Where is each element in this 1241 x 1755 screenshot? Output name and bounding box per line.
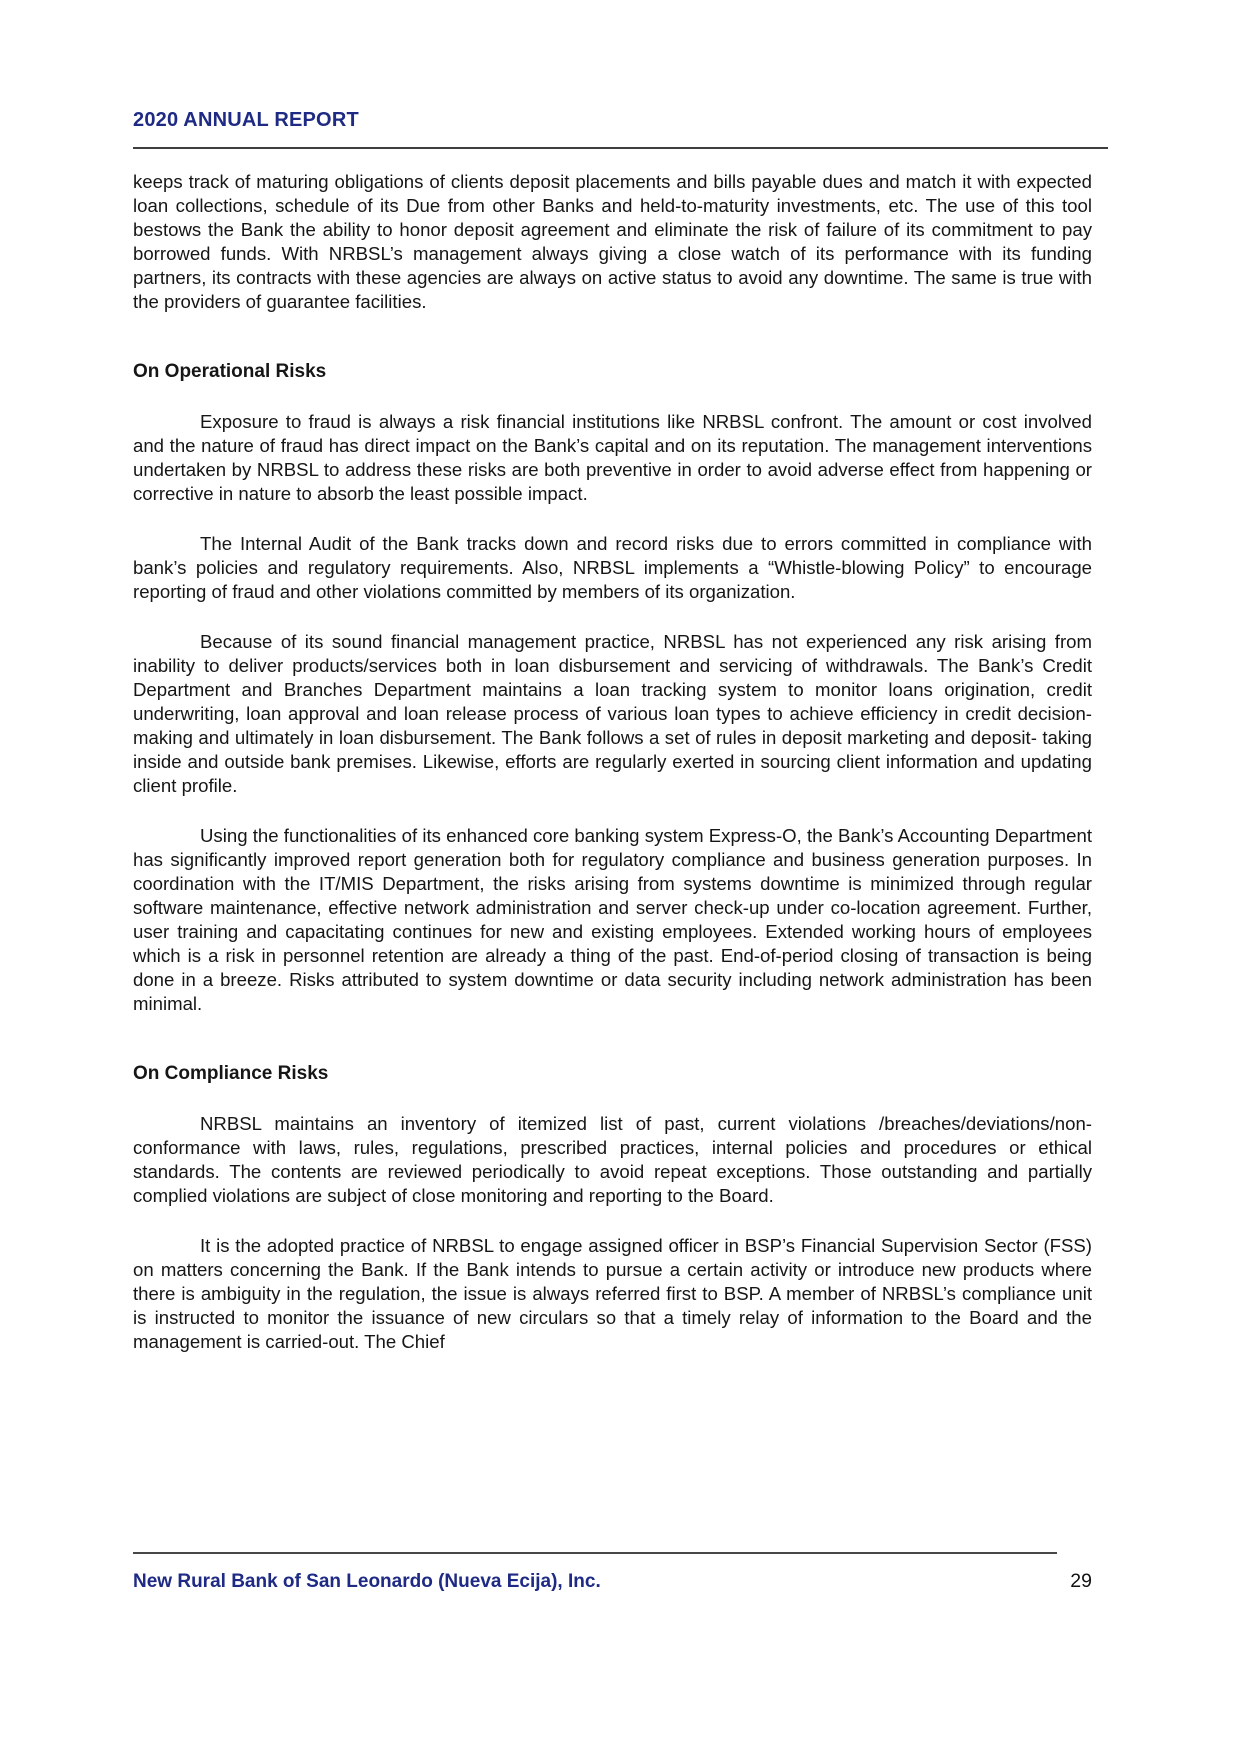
paragraph: Because of its sound financial management practice, NRBSL has not experienced any risk arising from inability to deliver products/services both in loan disbursement and servicing of withdrawals. The Bank’s Credit Department and Branches Department maintains a loan tracking system to monitor loans origination, credit underwriting, loan approval and loan release process of various loan types to achieve efficiency in credit decision-making and ultimately in loan disbursement. The Bank follows a set of rules in deposit marketing and deposit- taking inside and outside bank premises. Likewise, efforts are regularly exerted in sourcing client information and updating client profile. xyxy=(133,631,1092,796)
header-divider xyxy=(133,147,1108,149)
section-heading-compliance-risks: On Compliance Risks xyxy=(133,1063,329,1084)
section-heading-operational-risks: On Operational Risks xyxy=(133,361,327,382)
page-title: 2020 ANNUAL REPORT xyxy=(133,109,359,131)
intro-paragraph: keeps track of maturing obligations of clients deposit placements and bills payable dues and match it with expected loan collections, schedule of its Due from other Banks and held-to-maturity investments, etc. The use of this tool bestows the Bank the ability to honor deposit agreement and eliminate the risk of failure of its commitment to pay borrowed funds. With NRBSL’s management always giving a close watch of its performance with its funding partners, its contracts with these agencies are always on active status to avoid any downtime. The same is true with the providers of guarantee facilities. xyxy=(133,171,1092,312)
paragraph: NRBSL maintains an inventory of itemized list of past, current violations /breaches/deviations/non-conformance with laws, rules, regulations, prescribed practices, internal policies and procedures or ethical standards. The contents are reviewed periodically to avoid repeat exceptions. Those outstanding and partially complied violations are subject of close monitoring and reporting to the Board. xyxy=(133,1113,1092,1206)
paragraph: It is the adopted practice of NRBSL to engage assigned officer in BSP’s Financial Supervision Sector (FSS) on matters concerning the Bank. If the Bank intends to pursue a certain activity or introduce new products where there is ambiguity in the regulation, the issue is always referred first to BSP. A member of NRBSL’s compliance unit is instructed to monitor the issuance of new circulars so that a timely relay of information to the Board and the management is carried-out. The Chief xyxy=(133,1235,1092,1352)
page-footer xyxy=(133,1570,1092,1593)
paragraph: Using the functionalities of its enhanced core banking system Express-O, the Bank’s Accounting Department has significantly improved report generation both for regulatory compliance and business generation purposes. In coordination with the IT/MIS Department, the risks arising from systems downtime is minimized through regular software maintenance, effective network administration and server check-up under co-location agreement. Further, user training and capacitating continues for new and existing employees. Extended working hours of employees which is a risk in personnel retention are already a thing of the past. End-of-period closing of transaction is being done in a breeze. Risks attributed to system downtime or data security including network administration has been minimal. xyxy=(133,825,1092,1014)
page-number: 29 xyxy=(1070,1570,1092,1592)
paragraph: The Internal Audit of the Bank tracks down and record risks due to errors committed in compliance with bank’s policies and regulatory requirements. Also, NRBSL implements a “Whistle-blowing Policy” to encourage reporting of fraud and other violations committed by members of its organization. xyxy=(133,533,1092,602)
paragraph: Exposure to fraud is always a risk financial institutions like NRBSL confront. The amount or cost involved and the nature of fraud has direct impact on the Bank’s capital and on its reputation. The management interventions undertaken by NRBSL to address these risks are both preventive in order to avoid adverse effect from happening or corrective in nature to absorb the least possible impact. xyxy=(133,411,1092,504)
footer-company-name: New Rural Bank of San Leonardo (Nueva Ecija), Inc. xyxy=(133,1571,601,1592)
footer-divider xyxy=(133,1552,1057,1554)
